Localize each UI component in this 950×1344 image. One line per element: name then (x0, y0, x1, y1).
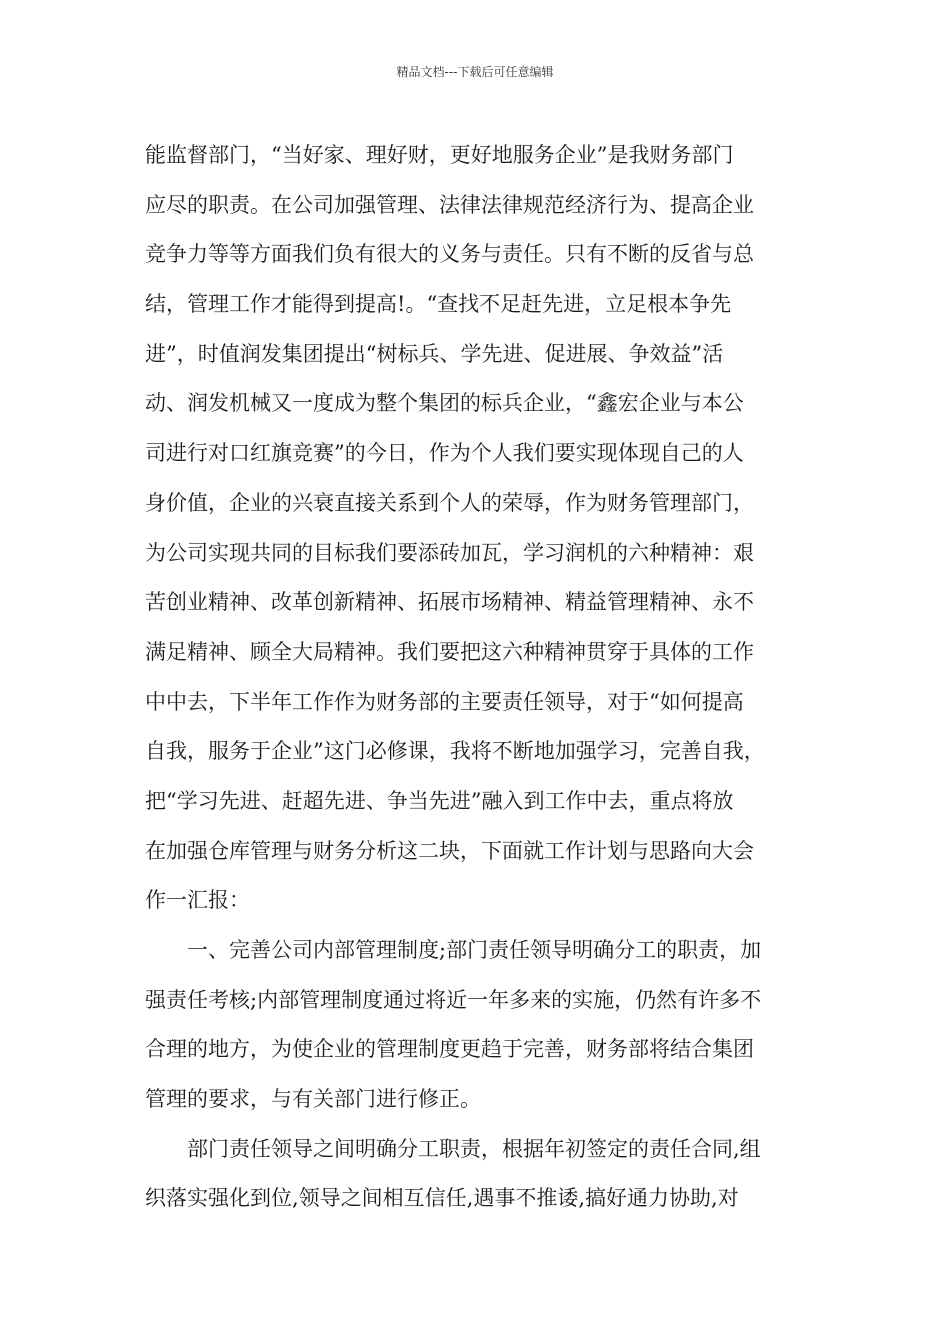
text-line: 合理的地方，为使企业的管理制度更趋于完善，财务部将结合集团 (145, 1037, 754, 1062)
text-line: 司进行对口红旗竞赛”的今日，作为个人我们要实现体现自己的人 (145, 441, 744, 466)
paragraph-start-line: 部门责任领导之间明确分工职责，根据年初签定的责任合同,组 (187, 1136, 761, 1161)
text-line: 管理的要求，与有关部门进行修正。 (145, 1087, 481, 1112)
text-line: 满足精神、顾全大局精神。我们要把这六种精神贯穿于具体的工作 (145, 639, 754, 664)
text-line: 苦创业精神、改革创新精神、拓展市场精神、精益管理精神、永不 (145, 590, 754, 615)
text-line: 应尽的职责。在公司加强管理、法律法律规范经济行为、提高企业 (145, 192, 754, 217)
text-line: 能监督部门，“当好家、理好财，更好地服务企业”是我财务部门 (145, 143, 734, 167)
text-line: 竞争力等等方面我们负有很大的义务与责任。只有不断的反省与总 (145, 242, 754, 267)
text-line: 结，管理工作才能得到提高!。“查找不足赶先进，立足根本争先 (145, 292, 732, 317)
text-line: 自我，服务于企业”这门必修课，我将不断地加强学习，完善自我， (145, 739, 765, 764)
text-line: 身价值，企业的兴衰直接关系到个人的荣辱，作为财务管理部门， (145, 490, 754, 515)
text-line: 强责任考核;内部管理制度通过将近一年多来的实施，仍然有许多不 (145, 987, 762, 1012)
paragraph-start-line: 一、完善公司内部管理制度;部门责任领导明确分工的职责，加 (187, 938, 762, 962)
text-line: 把“学习先进、赶超先进、争当先进”融入到工作中去，重点将放 (145, 788, 734, 813)
text-line: 在加强仓库管理与财务分析这二块，下面就工作计划与思路向大会 (145, 838, 754, 863)
document-body (145, 131, 845, 1224)
text-line: 为公司实现共同的目标我们要添砖加瓦，学习润机的六种精神：艰 (145, 540, 754, 565)
text-line: 动、润发机械又一度成为整个集团的标兵企业，“鑫宏企业与本公 (145, 391, 744, 416)
text-line: 进”，时值润发集团提出“树标兵、学先进、促进展、争效益”活 (145, 341, 724, 366)
text-line: 中中去，下半年工作作为财务部的主要责任领导，对于“如何提高 (145, 689, 744, 714)
page-header: 精品文档---下载后可任意编辑 (396, 65, 554, 79)
text-line: 织落实强化到位,领导之间相互信任,遇事不推诿,搞好通力协助,对 (145, 1186, 739, 1211)
text-line: 作一汇报： (145, 888, 250, 913)
